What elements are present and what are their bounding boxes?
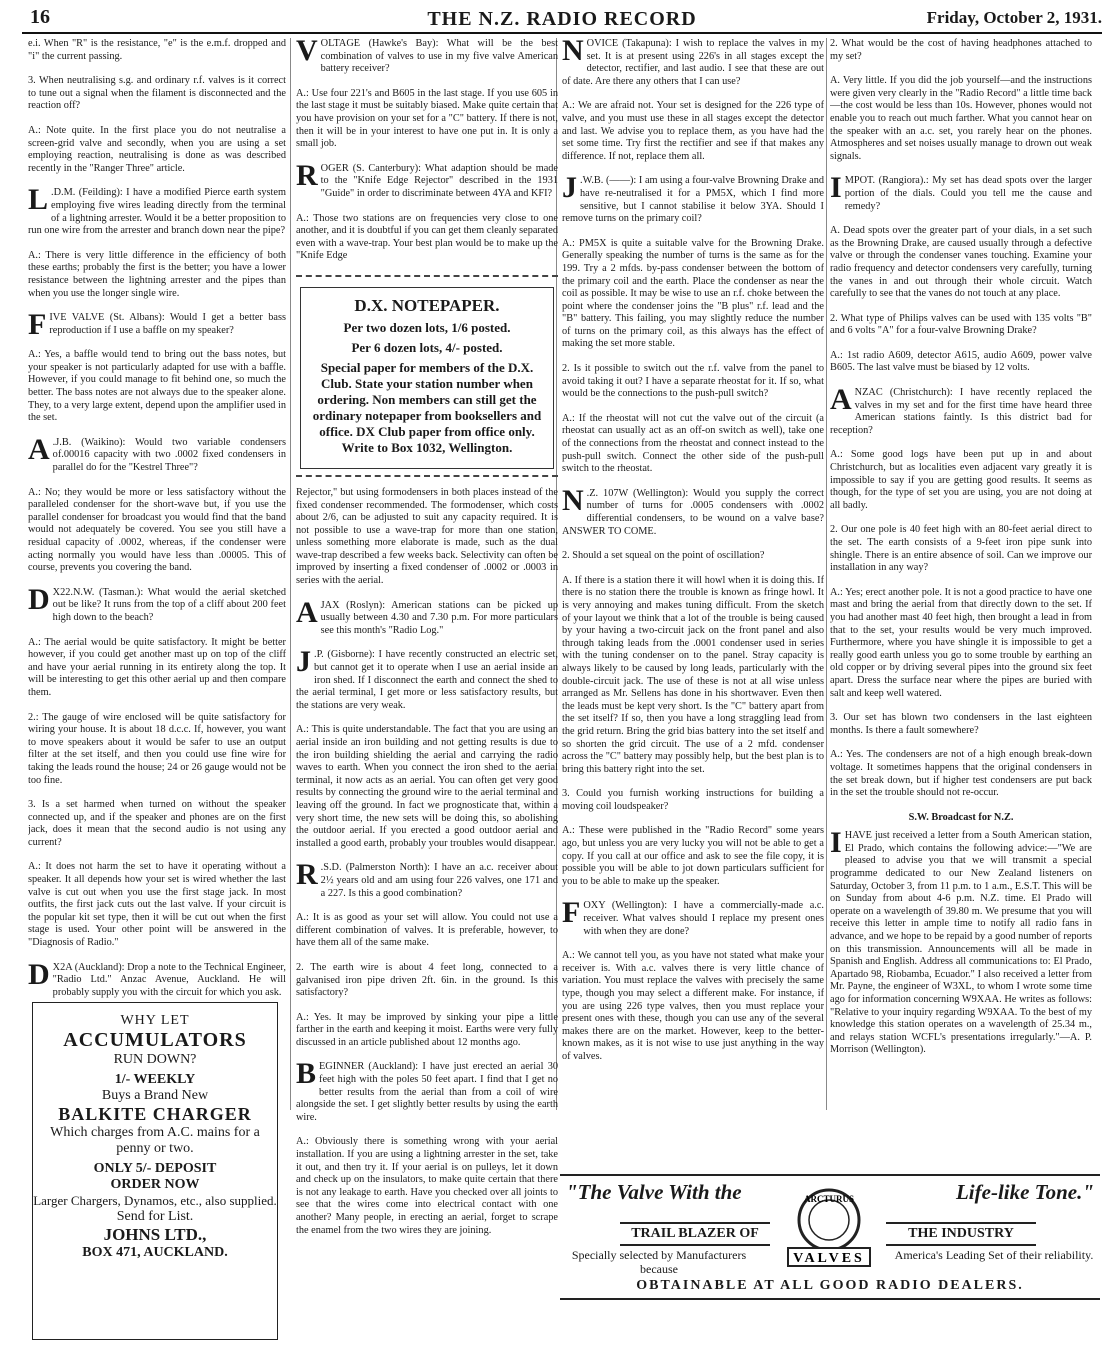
paragraph-text: A.: These were published in the "Radio Record" some years ago, but unless you are very lucky you will not be able to get a copy. If you call at our office and ask to see the file copy, it is possible you will be able to jot down particulars sufficient for you to be able to make up the speaker. — [562, 825, 824, 887]
paragraph-text: A.: Yes; erect another pole. It is not a good practice to have one mast and bring the aerial from that directly down to the set. If you had another mast 40 feet high, then brought a lead in from that to the set, your results would be very much improved. Furthermore, where you have shingle it is impossible to get a really good earth unless you go to some trouble by earthing an old copper or by driving several pipes into the ground six feet apart. Dress the surface near where the pipes are buried with salt and keep well watered. — [830, 586, 1092, 699]
paragraph-text: IVE VALVE (St. Albans): Would I get a better bass reproduction if I use a baffle on my speaker? — [49, 312, 286, 336]
qa-item — [296, 912, 558, 950]
paragraph-text: A.: We are afraid not. Your set is designed for the 226 type of valve, and you must use these in all stages except the detector and last. We advise you to replace them, as you have had the set some time. Try first the rectifier and see if that makes any difference. If not, replace them all. — [562, 100, 824, 162]
qa-item — [562, 100, 824, 163]
paragraph-text: 3. Could you furnish working instructions for building a moving coil loudspeaker? — [562, 788, 824, 812]
paragraph-text: EGINNER (Auckland): I have just erected an aerial 30 feet high with the poles 50 feet apart. I find that I get no better results from the aerial than from a coil of wire alongside the set. I get slightly better results by using the earth wire. — [296, 1061, 558, 1123]
paragraph-text: A.: Obviously there is something wrong with your aerial installation. If you are using a lightning arrester in the set, take it out, and then try it. If your aerial is on pulleys, let it down and check up on the insulators, to make quite certain that there is not any leakage to earth. Have you checked over all joints to see that the wires come into electrical contact with one another? Many people, in erecting an aerial, forget to scrape the enamel from the two wires they are joining. — [296, 1136, 558, 1236]
divider — [296, 475, 558, 481]
paragraph-text: 3. Our set has blown two condensers in the last eighteen months. Is there a fault somewhere? — [830, 712, 1092, 736]
drop-cap: F — [28, 308, 47, 342]
drop-cap: I — [830, 826, 842, 860]
qa-item — [830, 524, 1092, 574]
column-4 — [830, 38, 1092, 1168]
paragraph-text: .J.B. (Waikino): Would two variable condensers of.00016 capacity with two .0002 fixed condensers in parallel do for the "Kestrel Three"? — [52, 436, 286, 474]
ad-line: Which charges from A.C. mains for a penny or two. — [50, 1125, 260, 1156]
qa-item — [28, 183, 286, 237]
qa-item — [28, 861, 286, 949]
qa-item — [28, 432, 286, 475]
page-number: 16 — [30, 6, 50, 28]
qa-item — [830, 449, 1092, 512]
ad-text: America's Leading Set of their reliability. — [894, 1248, 1094, 1262]
qa-item — [296, 1136, 558, 1237]
qa-item — [830, 350, 1092, 375]
qa-item — [830, 171, 1092, 213]
paragraph-text: OXY (Wellington): I have a commercially-made a.c. receiver. What valves should I replace my present ones with when they are done? — [583, 900, 824, 937]
qa-item — [830, 313, 1092, 338]
article-text: HAVE just received a letter from a South American station, El Prado, which contains the following advice:—"We are pleased to advise you that we will transmit a special programme dedicated to our New Zealand listeners on Saturday, October 3, from 11 p.m. to 1 a.m., E.S.T. This will be on Sunday from about 4-6 p.m. N.Z. time. El Prado will operate on a wavelength of 39.80 m. We presume that you will receive this letter in ample time to notify all radio fans in advance, and we hope to be repaid by a good number of reports on this transmission. Announcements will all be made in Spanish and English. Address all communications to: El Prado, Apartado 98, Riobamba, Ecuador." I also received a letter from Mr. Payne, the engineer of W3XL, to whom I wrote some time ago for information concerning W9XAA. He writes as follows: "Relative to your inquiry regarding W9XAA. To the best of my knowledge this station operates on a wavelength of 25.34 m., and relays station WCFL's presentations irregularly."—A. P. Morrison (Wellington). — [830, 830, 1092, 1056]
ad-line: ACCUMULATORS — [63, 1029, 247, 1051]
paragraph-text: .S.D. (Palmerston North): I have an a.c. receiver about 2½ years old and am using four 226 valves, one 171 and a 227. Is this a good combination? — [320, 862, 558, 899]
qa-item — [830, 225, 1092, 301]
qa-item — [296, 858, 558, 900]
qa-item — [562, 171, 824, 225]
paragraph-text: 2. Our one pole is 40 feet high with an 80-feet aerial direct to the set. The earth consists of a 9-feet iron pipe sunk into shingle. There is an entire absence of soil. Can we improve our installation in any way? — [830, 524, 1092, 574]
qa-item — [296, 724, 558, 850]
ad-line: WHY LET — [120, 1013, 190, 1028]
logo-text-bottom: VALVES — [793, 1251, 865, 1266]
qa-item — [296, 88, 558, 151]
paragraph-text: .P. (Gisborne): I have recently constructed an electric set, but cannot get it to operate when I use an aerial inside an iron shed. If I disconnect the earth and connect the shed to the aerial terminal, I get more or less satisfactory results, but the stations are very weak. — [296, 649, 558, 711]
paragraph-text: 2. What type of Philips valves can be used with 135 volts "B" and 6 volts "A" for a four-valve Browning Drake? — [830, 312, 1092, 337]
qa-item — [562, 38, 824, 88]
qa-item — [562, 950, 824, 1063]
ad-line: RUN DOWN? — [113, 1052, 197, 1067]
valve-advertisement — [560, 1174, 1100, 1300]
drop-cap: A — [28, 432, 50, 466]
paragraph-text: A.: Use four 221's and B605 in the last stage. If you use 605 in the last stage it must be suitably biased. Make quite certain that you have provision on your set for a "C" battery. If there is not, then it will be in your interest to have one put in. It is only a small job. — [296, 87, 558, 150]
notice-line: Per two dozen lots, 1/6 posted. — [343, 319, 511, 335]
qa-item — [28, 487, 286, 575]
ad-slogan: "The Valve With the — [566, 1180, 742, 1204]
drop-cap: N — [562, 483, 584, 517]
paragraph-text: A. Very little. If you did the job yourself—and the instructions were given very clearly in the "Radio Record" a little time back—the cost would be less than 10s. However, phones would not enable you to reach out much farther. What you cannot hear on the speaker with an a.c. set, you rarely hear on the phones. Atmospheres and set noises usually manage to drown out weak signals. — [830, 75, 1092, 162]
qa-item — [28, 250, 286, 300]
qa-item — [562, 238, 824, 351]
notice-line: Per 6 dozen lots, 4/- posted. — [351, 339, 503, 355]
ad-text: Specially selected by Manufacturers because — [571, 1248, 747, 1276]
ad-banner: THE INDUSTRY — [886, 1222, 1036, 1246]
paragraph-text: NZAC (Christchurch): I have recently replaced the valves in my set and for the first time have heard three American stations faintly. Is this district bad for reception? — [830, 387, 1092, 436]
page-header — [22, 6, 1102, 34]
paragraph-text: A.: If the rheostat will not cut the valve out of the circuit (a rheostat can usually act as an off-on switch as well), take one of the connections from the rheostat and connect instead to the push-pull switch. Connect the other side of the push-pull switch to the rheostat. — [562, 412, 824, 475]
ad-line: ORDER NOW — [110, 1177, 200, 1192]
ad-line: JOHNS LTD., — [103, 1225, 207, 1244]
qa-item — [562, 483, 824, 538]
paragraph-text: OLTAGE (Hawke's Bay): What will be the best combination of valves to use in my five valve American battery receiver? — [320, 38, 558, 75]
notice-line: Special paper for members of the D.X. Club. State your station number when ordering. Non members can still get the ordinary notepaper from booksellers and office. DX Club paper from office only. Write to Box 1032, Wellington. — [312, 359, 542, 455]
column-rule — [826, 38, 827, 1110]
qa-item — [830, 587, 1092, 700]
paragraph-text: OGER (S. Canterbury): What adaption should be made to the "Knife Edge Rejector" described in the 1931 "Guide" in order to discriminate between 4YA and KFI? — [320, 162, 558, 199]
qa-item — [28, 957, 286, 1000]
paragraph-text: OVICE (Takapuna): I wish to replace the valves in my set. It is at present using 226's in all stages except the detector, rectifier, and last audio. I see that these are out of date. Are there any others that I can use? — [562, 38, 824, 87]
qa-item — [296, 487, 558, 588]
qa-item — [562, 550, 824, 563]
drop-cap: I — [830, 171, 842, 205]
paragraph-text: e.i. When "R" is the resistance, "e" is the e.m.f. dropped and "i" the current passing. — [28, 38, 286, 62]
paragraph-text: Rejector," but using formodensers in both places instead of the fixed condenser recommended. The formodenser, which costs about 2/6, can be adjusted to suit any capacity required. It is not possible to use a wave-trap for more than one station, unless something more elaborate is made, such as the dual wave-trap described a few weeks back. Selectivity can often be improved by inserting a fixed condenser of .0002 or .0003 in series with the aerial. — [296, 486, 558, 587]
paragraph-text: 3. Is a set harmed when turned on without the speaker connected up, and if the speaker and phones are on the first jack, does it mean that the second audio is not using any current? — [28, 799, 286, 848]
ad-line: BOX 471, AUCKLAND. — [82, 1245, 228, 1260]
column-rule — [290, 38, 291, 1110]
paragraph-text: A.: PM5X is quite a suitable valve for the Browning Drake. Generally speaking the number of turns is the same as for the 199. Try a 2 mfds. by-pass condenser between the bottom of the primary coil and the earth. Place the condenser as near the coil as possible. It may be wise to use an r.f. choke between the point where the condenser joins the "B plus" r.f. lead and the "B" battery. This failing, you may slightly reduce the number of turns on the primary coil, as this always has the effect of making the set more stable. — [562, 237, 824, 350]
paragraph-text: .Z. 107W (Wellington): Would you supply the correct number of turns for .0005 condensers with .0002 differential condensers, to be wound on a valve base? ANSWER TO COME. — [562, 487, 824, 537]
drop-cap: L — [28, 183, 49, 217]
qa-item — [28, 75, 286, 113]
paragraph-text: MPOT. (Rangiora).: My set has dead spots over the larger portion of the dials. Could you tell me the cause and remedy? — [844, 175, 1092, 212]
paragraph-text: A.: There is very little difference in the efficiency of both these earths; probably the first is the better; you have a lower resistance between the lightning arrester and the pipes than when you use the longer single wire. — [28, 249, 286, 299]
ad-line: Send for List. — [116, 1209, 194, 1224]
paragraph-text: A.: Yes, a baffle would tend to bring out the bass notes, but your speaker is not particularly adapted for use with a baffle. However, if you could manage to fit behind one, so much the better. The bass notes are not always due to the speaker alone. They, to a very large extent, depend upon the amplifier used in the set. — [28, 349, 286, 424]
paragraph-text: 2. The earth wire is about 4 feet long, connected to a galvanised iron pipe driven 2ft. 6in. in the ground. Is this satisfactory? — [296, 961, 558, 999]
ad-line: Buys a Brand New — [101, 1088, 209, 1103]
qa-item — [28, 799, 286, 849]
qa-item — [296, 595, 558, 638]
ad-line: Larger Chargers, Dynamos, etc., also supplied. — [33, 1193, 277, 1208]
charger-advertisement — [32, 1002, 278, 1340]
qa-item — [562, 896, 824, 938]
paragraph-text: A.: Yes. The condensers are not of a high enough break-down voltage. It sometimes happens that the original condensers in the set break down, but if higher test condensers are put back in the set the trouble should not re-occur. — [830, 749, 1092, 799]
paragraph-text: 2. Is it possible to switch out the r.f. valve from the panel to avoid taking it out? I have a separate rheostat for it. If so, what would be the connections to the push-pull switch? — [562, 363, 824, 400]
paragraph-text: A.: This is quite understandable. The fact that you are using an aerial inside an iron building and not getting results is due to the iron building shielding the aerial and carrying the radio waves to earth. When you connect the iron shed to the aerial terminal, it now acts as an aerial. You can often get very good results by connecting the ground wire to the aerial terminal and leaving off the ground. In fact we prognosticate that, within a very short time, the new sets will be doing this, so abolishing the outdoor aerial. If you erected a good outdoor aerial and installed a good earth, probably your troubles would disappear. — [296, 724, 558, 849]
sw-article — [830, 826, 1092, 1057]
ad-banner: TRAIL BLAZER OF — [620, 1222, 770, 1246]
sw-heading: S.W. Broadcast for N.Z. — [908, 811, 1014, 823]
ad-slogan: Life-like Tone." — [955, 1180, 1094, 1204]
drop-cap: N — [562, 38, 584, 67]
qa-item — [830, 712, 1092, 737]
qa-item — [830, 75, 1092, 163]
column-3 — [562, 38, 824, 1168]
paragraph-text: 3. When neutralising s.g. and ordinary r.f. valves is it correct to tune out a signal when the filament is disconnected and the reaction off? — [28, 75, 286, 112]
qa-item — [28, 712, 286, 788]
ad-footer: OBTAINABLE AT ALL GOOD RADIO DEALERS. — [636, 1278, 1024, 1293]
masthead: THE N.Z. RADIO RECORD — [427, 8, 697, 30]
drop-cap: A — [830, 383, 852, 417]
paragraph-text: A. If there is a station there it will howl when it is doing this. If there is no station there the trouble is known as fringe howl. It is very annoying and makes tuning difficult. From the sketch of your layout we think that a lot of the trouble is being caused by your having a two-circuit jack on the front panel and also through taking leads from the .0001 condenser used in series with the tuning condenser on to the panel. Stray capacity is always likely to be caused by long leads, particularly with the double-circuit jack. The use of these is not at all wise unless arranged as Mr. Sellens has done in his shortwaver. Even then the leads must be kept very short. Is the "C" battery apart from the set itself? If so, then you have a long straggling lead from the grid return. Bring the grid bias battery into the set itself and so shorten the grid circuit. The use of a 2 mfd. condenser across the "C" battery may possibly help, but the best plan is to bring this battery right into the set. — [562, 574, 824, 775]
qa-item — [296, 962, 558, 1000]
ad-line: 1/- WEEKLY — [114, 1072, 196, 1087]
paragraph-text: A.: The aerial would be quite satisfactory. It might be better however, if you could get another mast up on top of the cliff and have your aerial running in its entirety along the top. It will be interesting to get this other aerial up and then compare them. — [28, 636, 286, 698]
qa-item — [296, 1012, 558, 1050]
column-2 — [296, 38, 558, 1358]
paragraph-text: .D.M. (Feilding): I have a modified Pierce earth system employing five wires leading directly from the terminal of a lightning arrester. Would it be a better proposition to run one wire from the arrester and branch down near the pipe? — [28, 187, 286, 237]
qa-item — [28, 125, 286, 175]
notice-heading: D.X. NOTEPAPER. — [354, 295, 500, 315]
drop-cap: J — [296, 645, 311, 679]
qa-item — [830, 383, 1092, 437]
paragraph-text: A.: We cannot tell you, as you have not stated what make your receiver is. With a.c. valves there is very little chance of variation. You must replace the valves with precisely the same type, though you may select a different make. For instance, if you are using 226 type valves, then you must replace your present ones with these, though you can use any of the several makes there are on the market. However, keep to the better-known makes, as it is not wise to use just anything in the way of valves. — [562, 950, 824, 1062]
paragraph-text: A.: It does not harm the set to have it operating without a speaker. It all depends how your set is wired whether the last valve is cut out when you use the first stage jack. In most outfits, the first jack cuts out the last valve. If your circuit is the popular kit set type, then it will be cut out when the first stage is used. Your other point will be answered in the "Diagnosis of Radio." — [28, 861, 286, 949]
paragraph-text: A.: 1st radio A609, detector A615, audio A609, power valve B605. The last valve must be biased by 12 volts. — [830, 349, 1092, 374]
qa-item — [562, 413, 824, 476]
drop-cap: D — [28, 582, 50, 616]
paragraph-text: A.: Yes. It may be improved by sinking your pipe a little farther in the earth and keeping it moist. Earths were very fully discussed in an article published about 12 months ago. — [296, 1011, 558, 1048]
paragraph-text: A.: No; they would be more or less satisfactory without the paralleled condenser for the short-wave but, if you use the parallel condenser for broadcast you would find that the band would not adequately be covered. You see you still have a residual capacity of .0002, whereas, if the condenser were acting normally you would have less than .00005. This of course, prevents you covering the band. — [28, 486, 286, 574]
qa-item — [562, 788, 824, 813]
qa-item — [296, 158, 558, 201]
arcturus-logo — [774, 1182, 884, 1272]
paragraph-text: JAX (Roslyn): American stations can be picked up usually between 4.30 and 7.30 p.m. For more particulars see this month's "Radio Log." — [320, 599, 558, 636]
drop-cap: R — [296, 158, 318, 192]
paragraph-text: A.: Note quite. In the first place you do not neutralise a screen-grid valve and secondly, when you are using a set employing reaction, neutralising is done as was described recently in the "Ranger Three" article. — [28, 124, 286, 174]
paragraph-text: 2. Should a set squeal on the point of oscillation? — [562, 550, 765, 562]
qa-item — [830, 38, 1092, 63]
drop-cap: F — [562, 896, 581, 930]
ad-line: BALKITE CHARGER — [58, 1104, 252, 1124]
qa-item — [296, 645, 558, 712]
qa-item — [296, 38, 558, 76]
ad-line: ONLY 5/- DEPOSIT — [93, 1161, 217, 1176]
paragraph-text: A.: It is as good as your set will allow. You could not use a different combination of valves. It is preferable, however, to have them all of the same make. — [296, 912, 558, 949]
qa-item — [28, 637, 286, 700]
paragraph-text: .W.B. (——): I am using a four-valve Browning Drake and have re-neutralised it for a PM5X, which I find more sensitive, but I cannot stabilise it below 3YA. Should I remove turns on the primary coil? — [562, 175, 824, 225]
paragraph-text: 2. What would be the cost of having headphones attached to my set? — [830, 38, 1092, 62]
drop-cap: B — [296, 1057, 317, 1091]
paragraph-text: X22.N.W. (Tasman.): What would the aerial sketched out be like? It runs from the top of a cliff about 200 feet high down to the beach? — [52, 586, 286, 623]
qa-item — [296, 213, 558, 263]
notepaper-notice — [300, 287, 554, 469]
drop-cap: J — [562, 171, 577, 205]
paragraph-text: 2.: The gauge of wire enclosed will be quite satisfactory for wiring your house. It is about 18 d.c.c. If, however, you want to move speakers about it would be safer to use an output filter at the set itself, and then you could use fine wire for taking the leads round the house; 24 or 26 gauge would not be too fine. — [28, 711, 286, 786]
qa-item — [28, 38, 286, 63]
qa-item — [296, 1057, 558, 1124]
qa-item — [562, 363, 824, 401]
qa-item — [562, 825, 824, 888]
drop-cap: V — [296, 38, 318, 67]
logo-text-top: ARCTURUS — [803, 1194, 855, 1204]
drop-cap: D — [28, 957, 50, 991]
qa-item — [562, 575, 824, 777]
qa-item — [28, 582, 286, 625]
qa-item — [28, 308, 286, 342]
drop-cap: A — [296, 595, 318, 629]
qa-item — [830, 749, 1092, 799]
paragraph-text: A.: Some good logs have been put up in and about Christchurch, but as localities even adjacent vary greatly it is impossible to say if you are getting good results. It seems as though, for the type of set you are using, you are not doing at all badly. — [830, 449, 1092, 511]
divider — [296, 275, 558, 281]
drop-cap: R — [296, 858, 318, 892]
issue-date: Friday, October 2, 1931. — [926, 8, 1102, 27]
paragraph-text: X2A (Auckland): Drop a note to the Technical Engineer, "Radio Ltd." Anzac Avenue, Auckland. He will probably supply you with the circuit for which you ask. — [52, 961, 286, 998]
paragraph-text: A.: Those two stations are on frequencies very close to one another, and it is doubtful if you can get them cleanly separated even with a wave-trap. Your best plan would be to make up the "Knife Edge — [296, 212, 558, 262]
paragraph-text: A. Dead spots over the greater part of your dials, in a set such as the Browning Drake, are caused usually through a defective valve or through the condenser vanes touching. Examine your radio frequency and detector condensers very carefully, turning the vanes in and out through their whole circuit. Watch carefully to see that the vanes do not touch at any place. — [830, 225, 1092, 300]
qa-item — [28, 349, 286, 425]
